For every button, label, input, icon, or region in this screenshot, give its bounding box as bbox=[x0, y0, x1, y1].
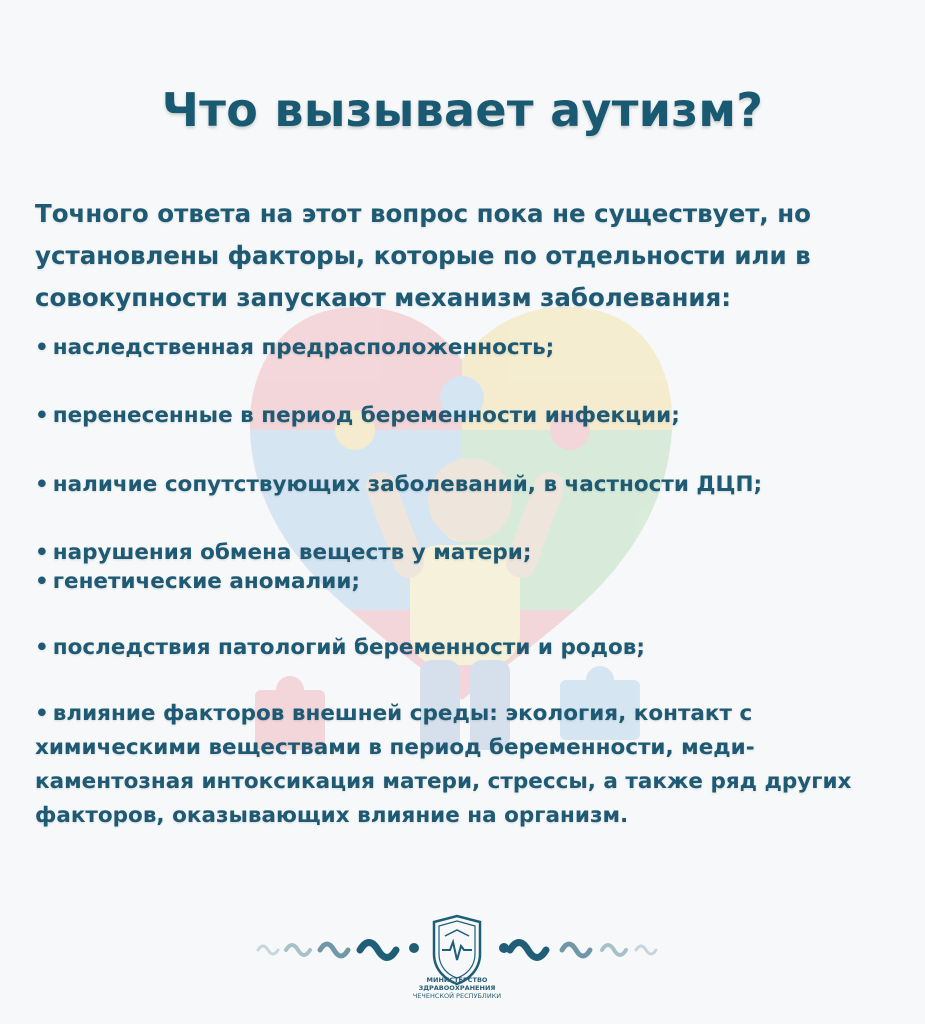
bullet: • bbox=[35, 569, 49, 594]
ministry-line: ЗДРАВООХРАНЕНИЯ bbox=[418, 984, 496, 992]
bullet: • bbox=[35, 540, 49, 565]
curl-ornament-right-icon bbox=[496, 926, 666, 966]
factor-text: наличие сопутствующих заболеваний, в частности ДЦП; bbox=[52, 472, 763, 497]
list-item bbox=[35, 631, 903, 665]
ministry-line: МИНИСТЕРСТВО bbox=[426, 976, 488, 984]
footer bbox=[0, 912, 925, 1022]
factor-text: наследственная предрасположенность; bbox=[52, 335, 555, 360]
factor-text: влияние факторов внешней среды: экология, контакт с химическими веществами в период беременности, меди-каментозная интоксикация матери, стрессы, а также ряд других факторов, оказывающих влияние на организм. bbox=[35, 701, 852, 828]
factor-text: нарушения обмена веществ у матери; bbox=[52, 540, 532, 565]
bullet: • bbox=[35, 701, 49, 726]
bullet: • bbox=[35, 635, 49, 660]
bullet: • bbox=[35, 335, 49, 360]
ministry-line: ЧЕЧЕНСКОЙ РЕСПУБЛИКИ bbox=[412, 992, 502, 1000]
page-title: Что вызывает аутизм? bbox=[161, 82, 764, 137]
list-item bbox=[35, 697, 903, 833]
factor-text: перенесенные в период беременности инфекции; bbox=[52, 403, 680, 428]
bullet: • bbox=[35, 472, 49, 497]
factor-text: генетические аномалии; bbox=[52, 569, 361, 594]
ministry-name bbox=[362, 976, 552, 1000]
list-item bbox=[35, 331, 903, 365]
curl-ornament-left-icon bbox=[252, 926, 422, 966]
factor-text: последствия патологий беременности и родов; bbox=[52, 635, 645, 660]
intro-paragraph: Точного ответа на этот вопрос пока не существует, но установлены факторы, которые по отдельности или в совокупности запускают механизм заболевания: bbox=[35, 198, 811, 312]
list-item bbox=[35, 399, 903, 433]
list-item bbox=[35, 468, 903, 502]
bullet: • bbox=[35, 403, 49, 428]
list-item bbox=[35, 565, 903, 599]
